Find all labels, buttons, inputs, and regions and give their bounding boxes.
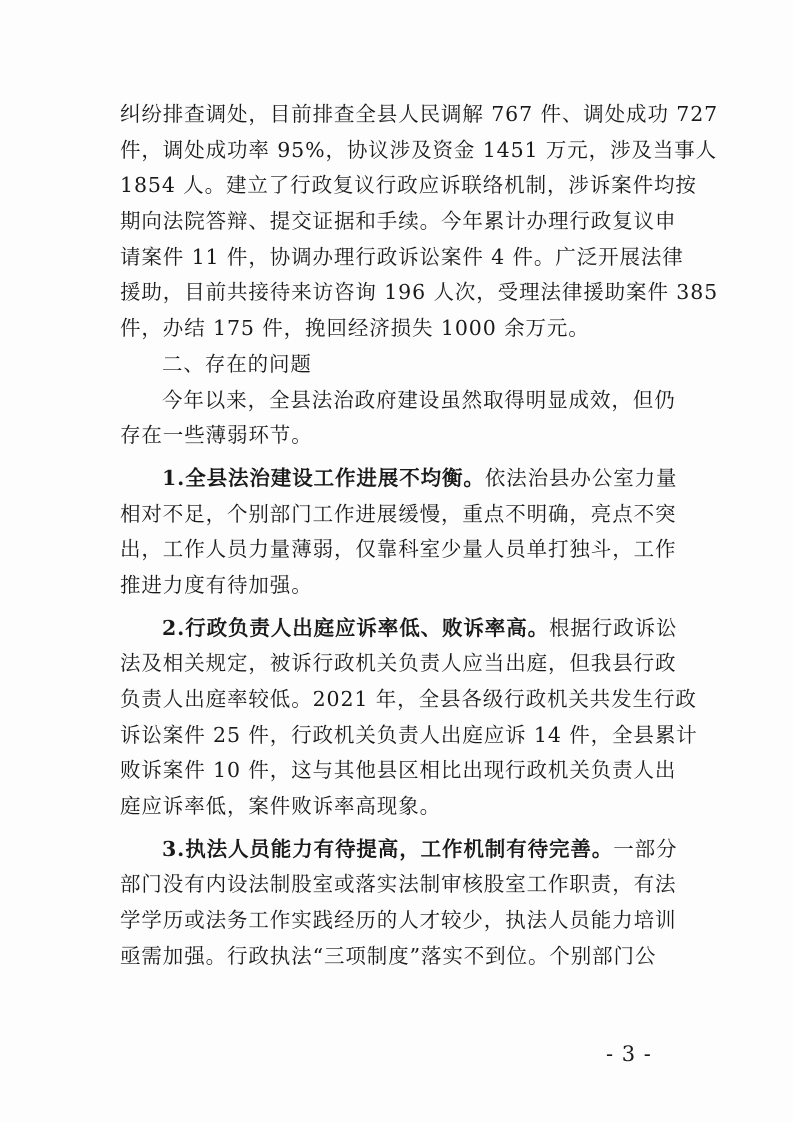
item-3-title: 3.执法人员能力有待提高，工作机制有待完善。	[162, 836, 614, 861]
item-3-first-line	[120, 832, 688, 868]
item-2-line: 诉讼案件 25 件，行政机关负责人出庭应诉 14 件，全县累计	[120, 722, 698, 747]
text-line: 期向法院答辩、提交证据和手续。今年累计办理行政复议申	[120, 209, 677, 234]
text-line: 件，办结 175 件，挽回经济损失 1000 余万元。	[120, 316, 590, 341]
document-body	[120, 97, 719, 975]
section-heading: 二、存在的问题	[162, 351, 312, 376]
page-number: - 3 -	[606, 1042, 652, 1066]
item-2-line: 法及相关规定，被诉行政机关负责人应当出庭，但我县行政	[120, 651, 677, 676]
item-3-line: 学学历或法务工作实践经历的人才较少，执法人员能力培训	[120, 908, 677, 933]
item-3-line: 部门没有内设法制股室或落实法制审核股室工作职责，有法	[120, 872, 677, 897]
intro-line: 今年以来，全县法治政府建设虽然取得明显成效，但仍	[162, 387, 676, 412]
item-2-title: 2.行政负责人出庭应诉率低、败诉率高。	[162, 615, 549, 640]
item-1-first-line-rest: 依法治县办公室力量	[484, 465, 678, 490]
item-1-title: 1.全县法治建设工作进展不均衡。	[162, 465, 485, 490]
intro-line: 存在一些薄弱环节。	[120, 423, 313, 448]
item-3-line: 亟需加强。行政执法“三项制度”落实不到位。个别部门公	[120, 943, 657, 968]
item-3-first-line-rest: 一部分	[613, 836, 678, 861]
text-line: 援助，目前共接待来访咨询 196 人次，受理法律援助案件 385	[120, 280, 719, 305]
item-1-line: 出，工作人员力量薄弱，仅靠科室少量人员单打独斗，工作	[120, 537, 677, 562]
text-line: 纠纷排查调处，目前排查全县人民调解 767 件、调处成功 727	[120, 102, 719, 126]
item-1-line: 相对不足，个别部门工作进展缓慢，重点不明确，亮点不突	[120, 501, 677, 526]
text-line: 件，调处成功率 95%，协议涉及资金 1451 万元，涉及当事人	[120, 137, 718, 162]
item-2-first-line-rest: 根据行政诉讼	[549, 615, 678, 640]
text-line: 请案件 11 件，协调办理行政诉讼案件 4 件。广泛开展法律	[120, 244, 684, 269]
item-1-first-line	[120, 461, 688, 497]
item-2-line: 败诉案件 10 件，这与其他县区相比出现行政机关负责人出	[120, 758, 677, 783]
text-line: 1854 人。建立了行政复议行政应诉联络机制，涉诉案件均按	[120, 173, 697, 198]
item-1-line: 推进力度有待加强。	[120, 572, 313, 597]
item-2-line: 庭应诉率低，案件败诉率高现象。	[120, 794, 441, 819]
item-2-line: 负责人出庭率较低。2021 年，全县各级行政机关共发生行政	[120, 687, 697, 711]
item-2-first-line	[120, 611, 688, 647]
